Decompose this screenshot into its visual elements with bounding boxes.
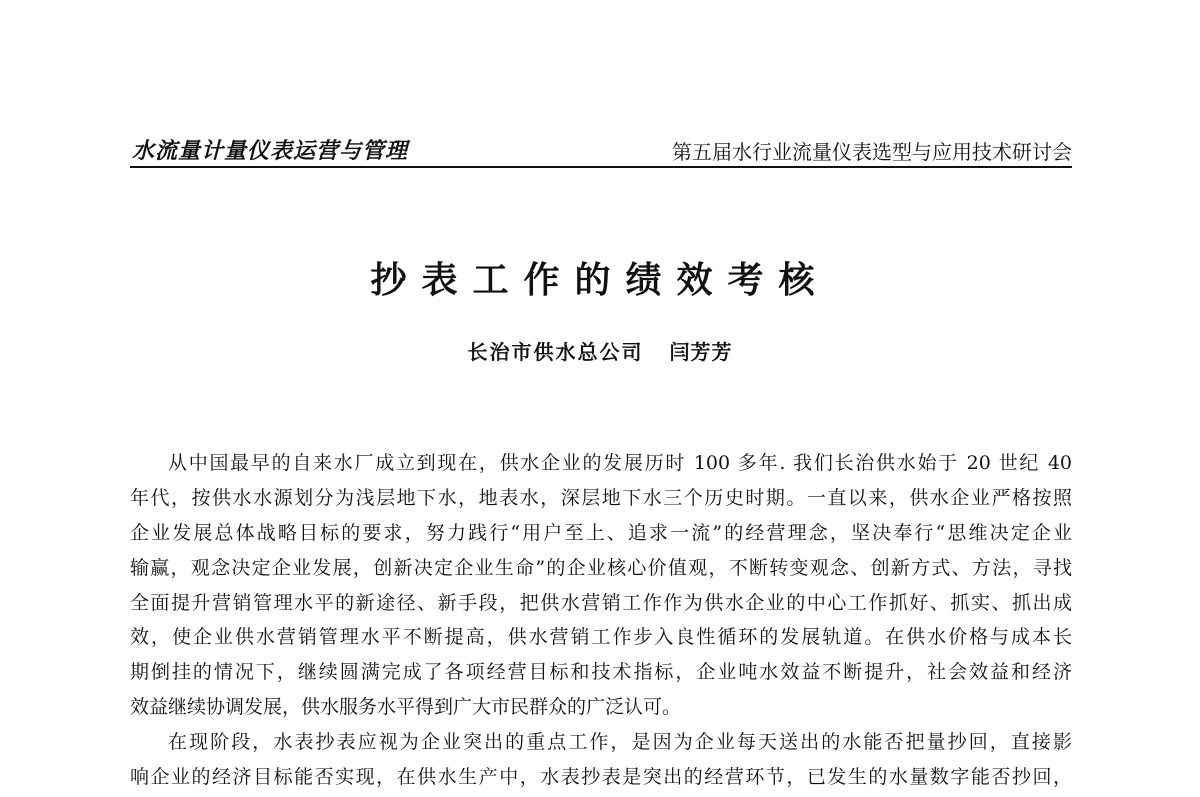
paragraph-line: 在现阶段，水表抄表应视为企业突出的重点工作，是因为企业每天送出的水能否把量抄回，直接影 [168,731,1072,754]
paragraph-line: 响企业的经济目标能否实现，在供水生产中，水表抄表是突出的经营环节，已发生的水量数字能否抄回， [130,766,1072,789]
header-series-title: 水流量计量仪表运营与管理 [132,139,409,164]
running-header [130,132,1072,168]
header-conference-name: 第五届水行业流量仪表选型与应用技术研讨会 [672,140,1072,164]
body-text [130,446,1072,795]
article-title: 抄表工作的绩效考核 [370,260,830,301]
paragraph-line: 效，使企业供水营销管理水平不断提高，供水营销工作步入良性循环的发展轨道。在供水价格与成本长 [130,626,1072,649]
paragraph-line: 年代，按供水水源划分为浅层地下水，地表水，深层地下水三个历史时期。一直以来，供水企业严格按照 [130,486,1072,509]
paragraph-line: 效益继续协调发展，供水服务水平得到广大市民群众的广泛认可。 [130,696,682,719]
paragraph-line: 从中国最早的自来水厂成立到现在，供水企业的发展历时 100 多年. 我们长治供水始于 20 世纪 40 [168,452,1072,474]
paragraph-line: 输赢，观念决定企业发展，创新决定企业生命”的企业核心价值观，不断转变观念、创新方式、方法，寻找 [130,556,1072,579]
byline [0,336,1200,365]
author-organization: 长治市供水总公司 [467,340,644,364]
paragraph-line: 全面提升营销管理水平的新途径、新手段，把供水营销工作作为供水企业的中心工作抓好、抓实、抓出成 [130,591,1072,614]
paragraph-line: 期倒挂的情况下，继续圆满完成了各项经营目标和技术指标，企业吨水效益不断提升，社会效益和经济 [130,661,1072,684]
author-name: 闫芳芳 [669,340,733,364]
paragraph-line: 企业发展总体战略目标的要求，努力践行“用户至上、追求一流”的经营理念，坚决奉行“思维决定企业 [130,521,1072,544]
